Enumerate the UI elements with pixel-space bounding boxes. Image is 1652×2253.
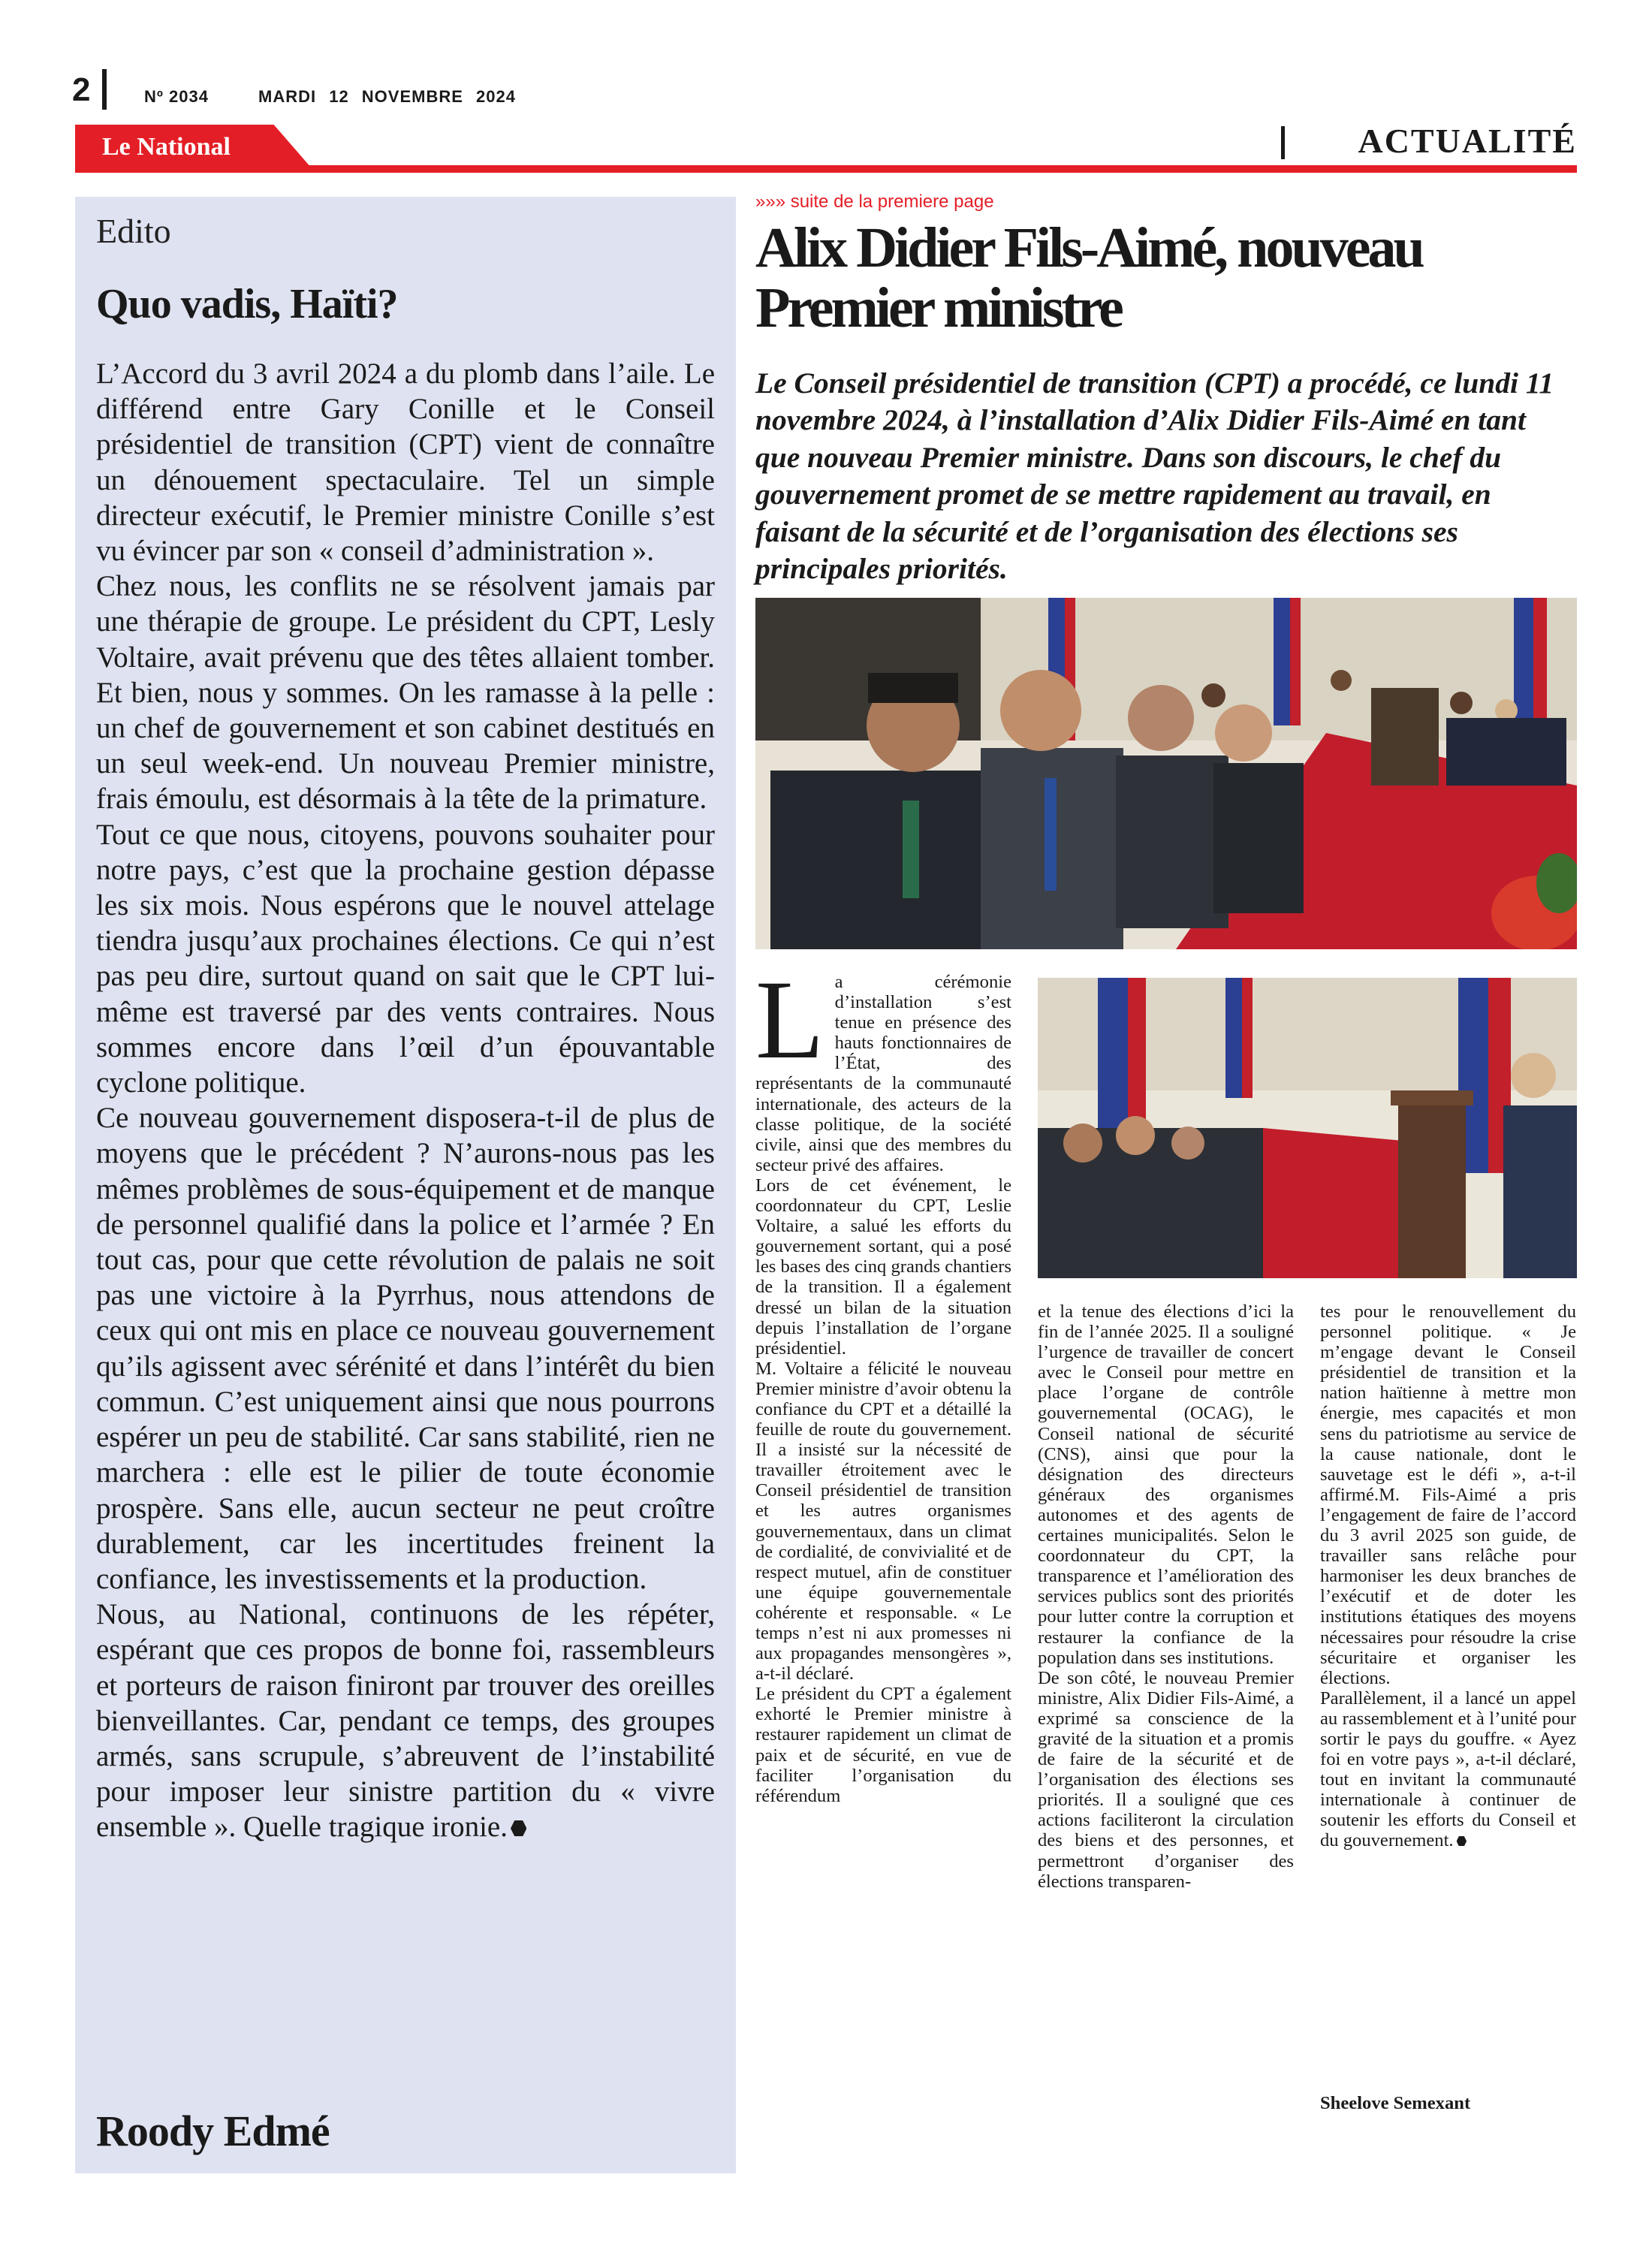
section-divider xyxy=(1281,126,1285,159)
edito-paragraph: Tout ce que nous, citoyens, pouvons souhaiter pour notre pays, c’est que la prochaine gestion dépasse les six mois. Nous espérons que le nouvel attelage tiendra jusqu’aux prochaines élections. Ce qui n’est pas peu dire, surtout quand on sait que le CPT lui-même est traversé par des vents contraires. Nous sommes encore dans l’œil d’un épouvantable cyclone politique. xyxy=(96,818,715,1099)
article-paragraph: et la tenue des élections d’ici la fin de l’année 2025. Il a souligné l’urgence de travailler de concert avec le Conseil pour mettre en place l’organe de contrôle gouvernemental (OCAG), le Conseil national de sécurité (CNS), ainsi que pour la désignation des directeurs généraux des organismes autonomes et des agents de certaines municipalités. Selon le coordonnateur du CPT, la transparence et l’amélioration des services publics sont des priorités pour lutter contre la corruption et restaurer la confiance de la population dans ses institutions. xyxy=(1038,1301,1294,1668)
continued-note: »»» suite de la premiere page xyxy=(755,192,994,212)
article-paragraph: Le président du CPT a également exhorté le Premier ministre à restaurer rapidement un climat de paix et de sécurité, en vue de faciliter l’organisation du référendum xyxy=(755,1684,1011,1806)
article-paragraph: De son côté, le nouveau Premier ministre, Alix Didier Fils-Aimé, a exprimé sa conscience de la gravité de la situation et a promis de faire de la sécurité et de l’organisation des élections ses priorités. Il a souligné que ces actions faciliteront la circulation des biens et des personnes, et permettront d’organiser des élections transparen- xyxy=(1038,1667,1294,1892)
drop-cap: L xyxy=(755,958,824,1082)
edito-kicker: Edito xyxy=(96,212,171,250)
page-number-divider xyxy=(102,69,107,110)
edito-author: Roody Edmé xyxy=(96,2107,330,2155)
end-mark-icon xyxy=(1457,1836,1467,1847)
article-lede: Le Conseil présidentiel de transition (CPT) a procédé, ce lundi 11 novembre 2024, à l’installation d’Alix Didier Fils-Aimé en tant que nouveau Premier ministre. Dans son discours, le chef du gouvernement promet de se mettre rapidement au travail, en faisant de la sécurité et de l’organisation des élections ses principales priorités. xyxy=(755,366,1554,586)
ceremony-photo xyxy=(755,598,1577,949)
article-paragraph: Lors de cet événement, le coordonnateur du CPT, Leslie Voltaire, a salué les efforts du gouvernement sortant, qui a posé les bases des cinq grands chantiers de la transition. Il a également dressé un bilan de la situation depuis l’installation de l’organe présidentiel. xyxy=(755,1175,1011,1359)
article-paragraph: a cérémonie d’installation s’est tenue en présence des hauts fonctionnaires de l’État, des représentants de la communauté internationale, des acteurs de la classe politique, de la société civile, ainsi que des membres du secteur privé des affaires. xyxy=(755,972,1011,1175)
edito-paragraph: Nous, au National, continuons de les répéter, espérant que ces propos de bonne foi, rassembleurs et porteurs de raison finiront par trouver des oreilles bienveillantes. Car, pendant ce temps, des groupes armés, sans scrupule, s’abreuvent de l’instabilité pour imposer leur sinistre partition du « vivre ensemble ». Quelle tragique ironie. xyxy=(96,1598,715,1844)
header-rule xyxy=(75,165,1577,173)
podium-photo xyxy=(1038,978,1577,1278)
article-title: Alix Didier Fils-Aimé, nouveau Premier ministre xyxy=(755,216,1422,339)
article-column-1 xyxy=(755,958,1011,1806)
article-paragraph: Parallèlement, il a lancé un appel au rassemblement et à l’unité pour sortir le pays du gouffre. « Ayez foi en votre pays », a-t-il déclaré, tout en invitant la communauté internationale à continuer de soutenir les efforts du Conseil et du gouvernement. xyxy=(1320,1687,1576,1851)
issue-date: MARDI 12 NOVEMBRE 2024 xyxy=(258,87,516,106)
article-column-2 xyxy=(1038,1301,1294,1892)
article-paragraph-first xyxy=(755,958,1011,1175)
article-paragraph-last xyxy=(1320,1688,1576,1851)
edito-headline: Quo vadis, Haïti? xyxy=(96,281,398,327)
article-paragraph: tes pour le renouvellement du personnel politique. « Je m’engage devant le Conseil présidentiel de transition et la nation haïtienne à mettre mon énergie, mes capacités et mon sens du patriotisme au service de la cause nationale, dont le sauvetage est le défi », a-t-il affirmé.M. Fils-Aimé a pris l’engagement de faire de l’accord du 3 avril 2025 son guide, de travailler sans relâche pour harmoniser les deux branches de l’exécutif et de doter les institutions étatiques des moyens nécessaires pour résoudre la crise sécuritaire et organiser les élections. xyxy=(1320,1301,1576,1688)
edito-body xyxy=(96,356,715,1845)
article-column-3 xyxy=(1320,1301,1576,1851)
brand-logo: Le National xyxy=(102,133,231,161)
edito-paragraph: Ce nouveau gouvernement disposera-t-il de plus de moyens que le précédent ? N’aurons-nous pas les mêmes problèmes de sous-équipement et de manque de personnel qualifié dans la police et l’armée ? En tout cas, pour que cette révolution de palais ne soit pas une victoire à la Pyrrhus, nous attendons de ceux qui ont mis en place ce nouveau gouvernement qu’ils agissent avec sérénité et dans l’intérêt du bien commun. C’est uniquement ainsi que nous pourrons espérer un peu de stabilité. Car sans stabilité, rien ne marchera : elle est le pilier de toute économie prospère. Sans elle, aucun secteur ne peut croître durablement, car les incertitudes freinent la confiance, les investissements et la production. xyxy=(96,1102,715,1595)
article-paragraph: M. Voltaire a félicité le nouveau Premier ministre d’avoir obtenu la confiance du CPT et a détaillé la feuille de route du gouvernement. Il a insisté sur la nécessité de travailler étroitement avec le Conseil présidentiel de transition et les autres organismes gouvernementaux, dans un climat de cordialité, de convivialité et de respect mutuel, afin de constituer une équipe gouvernementale cohérente et responsable. « Le temps n’est ni aux promesses ni aux propagandes mensongères », a-t-il déclaré. xyxy=(755,1358,1011,1684)
section-title: ACTUALITÉ xyxy=(1358,122,1577,160)
edito-paragraph: Chez nous, les conflits ne se résolvent jamais par une thérapie de groupe. Le président du CPT, Lesly Voltaire, avait prévenu que des têtes allaient tomber. Et bien, nous y sommes. On les ramasse à la pelle : un chef de gouvernement et son cabinet destitués en un seul week-end. Un nouveau Premier ministre, frais émoulu, est désormais à la tête de la primature. xyxy=(96,570,715,816)
issue-number: Nº 2034 xyxy=(144,87,209,106)
end-mark-icon xyxy=(511,1820,526,1836)
page-number: 2 xyxy=(72,71,91,108)
edito-paragraph: L’Accord du 3 avril 2024 a du plomb dans l’aile. Le différend entre Gary Conille et le Conseil présidentiel de transition (CPT) vient de connaître un dénouement spectaculaire. Tel un simple directeur exécutif, le Premier ministre Conille s’est vu évincer par son « conseil d’administration ». xyxy=(96,357,715,568)
article-byline: Sheelove Semexant xyxy=(1320,2093,1471,2113)
edito-paragraph-last xyxy=(96,1597,715,1844)
